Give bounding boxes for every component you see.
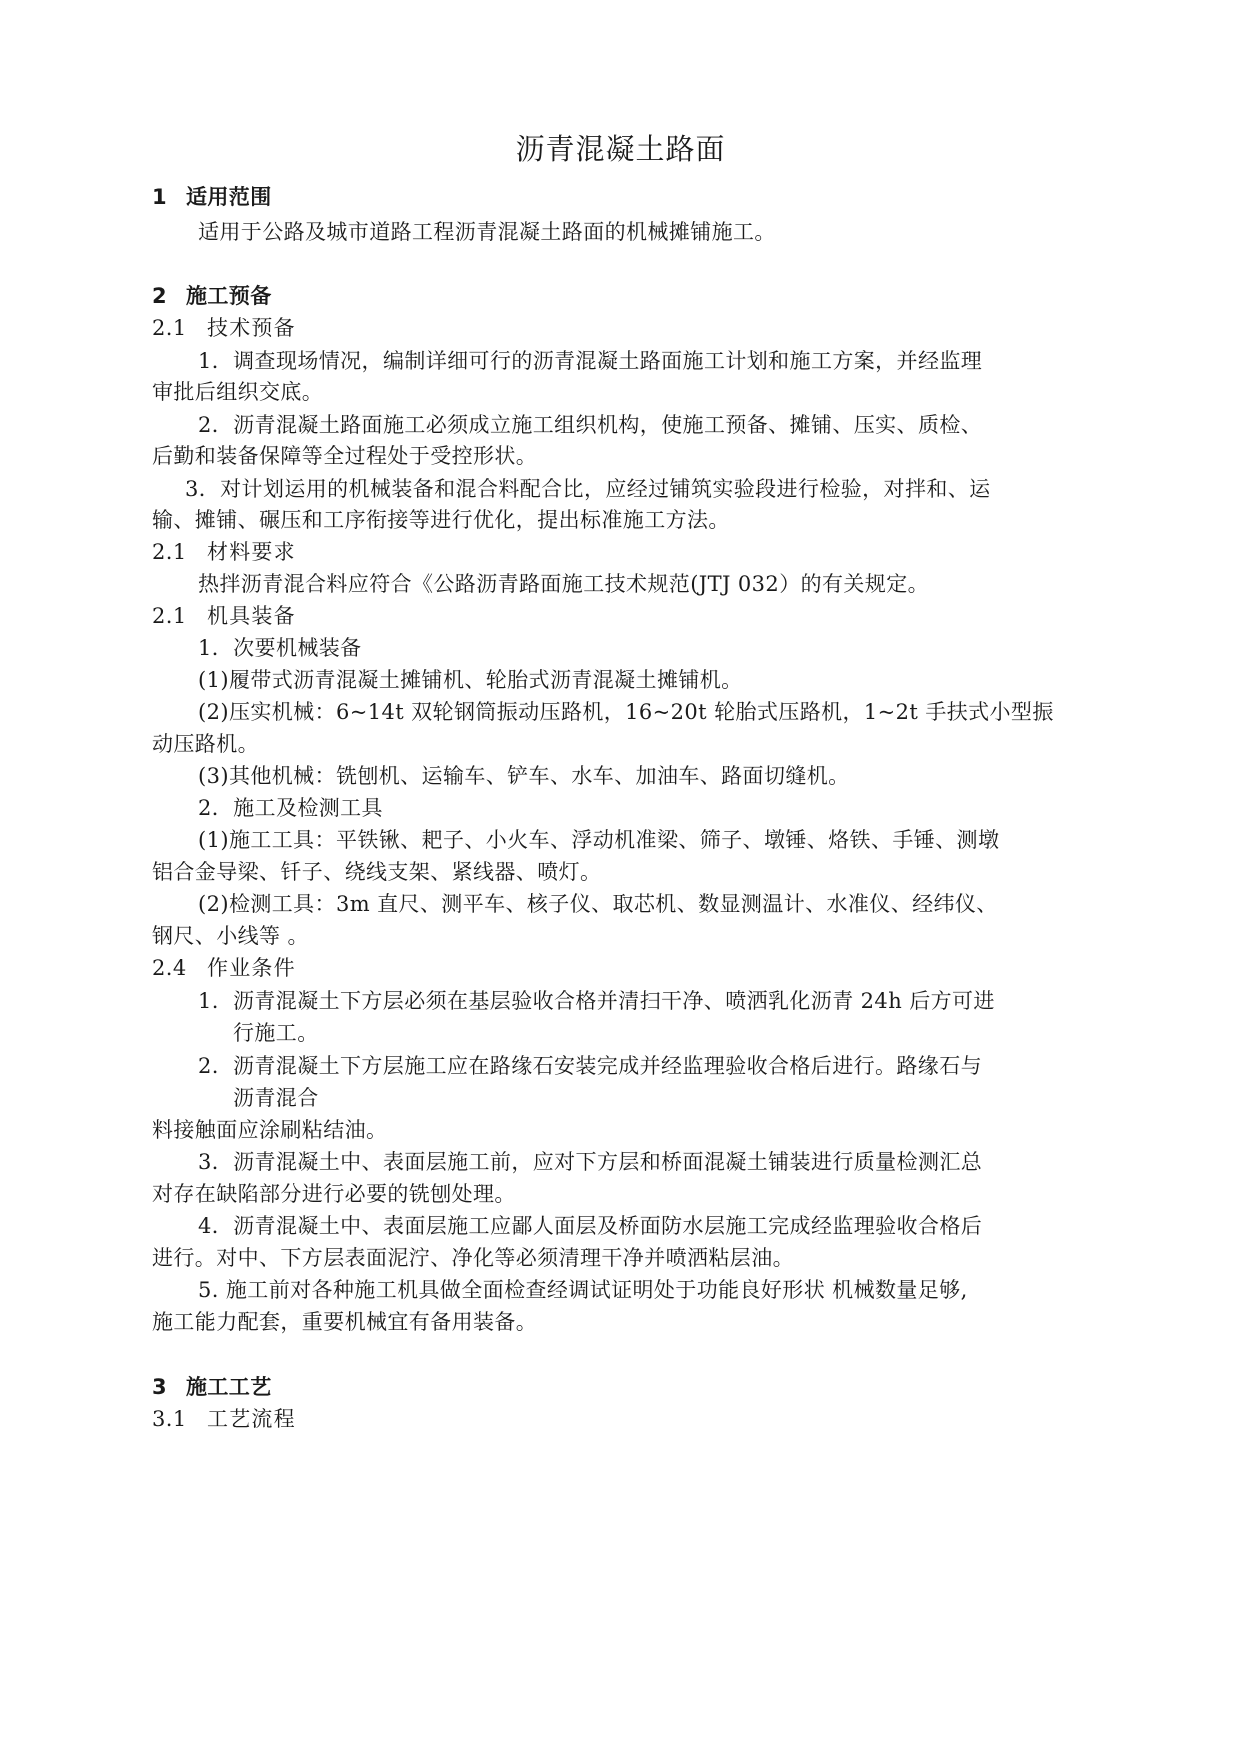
list-item-line: 沥青混合 xyxy=(233,1086,319,1110)
subsection-heading xyxy=(152,602,296,630)
section-2-heading xyxy=(152,282,272,310)
section-number: 1 xyxy=(152,185,168,209)
subsection-heading xyxy=(152,954,296,982)
section-number: 2 xyxy=(152,284,168,308)
list-item-line: 输、摊铺、碾压和工序衔接等进行优化，提出标准施工方法。 xyxy=(152,508,730,532)
list-item-line: 进行。对中、下方层表面泥泞、净化等必须清理干净并喷洒粘层油。 xyxy=(152,1246,794,1270)
list-item-line: (3)其他机械：铣刨机、运输车、铲车、水车、加油车、路面切缝机。 xyxy=(198,764,850,788)
section-1-heading xyxy=(152,183,272,211)
list-item-line: 3．沥青混凝土中、表面层施工前，应对下方层和桥面混凝土铺装进行质量检测汇总 xyxy=(198,1150,983,1174)
section-number: 3 xyxy=(152,1375,168,1399)
subsection-title: 材料要求 xyxy=(207,540,296,564)
list-item-number: 1. xyxy=(198,989,219,1013)
list-item-line: (1)施工工具：平铁锹、耙子、小火车、浮动机准梁、筛子、墩锤、烙铁、手锤、测墩 xyxy=(198,828,1000,852)
list-item-line: 沥青混凝土下方层施工应在路缘石安装完成并经监理验收合格后进行。路缘石与 xyxy=(233,1054,982,1078)
paragraph: 热拌沥青混合料应符合《公路沥青路面施工技术规范(JTJ 032）的有关规定。 xyxy=(198,572,929,596)
section-title: 施工预备 xyxy=(186,284,272,308)
subsection-number: 2.4 xyxy=(152,956,187,980)
list-item-line: 动压路机。 xyxy=(152,732,259,756)
list-item-line: 对存在缺陷部分进行必要的铣刨处理。 xyxy=(152,1182,516,1206)
list-item-line: 料接触面应涂刷粘结油。 xyxy=(152,1118,388,1142)
list-heading: 2．施工及检测工具 xyxy=(198,796,383,820)
list-item-line: 2．沥青混凝土路面施工必须成立施工组织机构，使施工预备、摊铺、压实、质检、 xyxy=(198,413,983,437)
subsection-title: 工艺流程 xyxy=(207,1407,296,1431)
subsection-heading xyxy=(152,314,296,342)
list-item-line: 铝合金导梁、钎子、绕线支架、紧线器、喷灯。 xyxy=(152,860,602,884)
list-item-number: 2. xyxy=(198,1054,219,1078)
subsection-number: 3.1 xyxy=(152,1407,187,1431)
list-heading: 1．次要机械装备 xyxy=(198,636,362,660)
list-item-line: 1．调查现场情况，编制详细可行的沥青混凝土路面施工计划和施工方案，并经监理 xyxy=(198,349,983,373)
subsection-title: 作业条件 xyxy=(207,956,296,980)
subsection-heading xyxy=(152,538,296,566)
list-item-line: (1)履带式沥青混凝土摊铺机、轮胎式沥青混凝土摊铺机。 xyxy=(198,668,743,692)
section-3-heading xyxy=(152,1373,272,1401)
list-item-line: 审批后组织交底。 xyxy=(152,380,324,404)
section-title: 施工工艺 xyxy=(186,1375,272,1399)
section-title: 适用范围 xyxy=(186,185,272,209)
subsection-title: 技术预备 xyxy=(207,316,296,340)
list-item-line: 行施工。 xyxy=(233,1021,319,1045)
list-item-line: (2)检测工具：3m 直尺、测平车、核子仪、取芯机、数显测温计、水准仪、经纬仪、 xyxy=(198,892,998,916)
subsection-number: 2.1 xyxy=(152,604,187,628)
subsection-heading xyxy=(152,1405,296,1433)
list-item-line: 后勤和装备保障等全过程处于受控形状。 xyxy=(152,444,538,468)
list-item-line: 3．对计划运用的机械装备和混合料配合比，应经过铺筑实验段进行检验，对拌和、运 xyxy=(185,477,991,501)
subsection-number: 2.1 xyxy=(152,316,187,340)
list-item-line: 5. 施工前对各种施工机具做全面检查经调试证明处于功能良好形状 机械数量足够, xyxy=(198,1278,968,1302)
list-item-line: 4．沥青混凝土中、表面层施工应鄙人面层及桥面防水层施工完成经监理验收合格后 xyxy=(198,1214,983,1238)
list-item-line: (2)压实机械：6~14t 双轮钢筒振动压路机，16~20t 轮胎式压路机，1~2t 手扶式小型振 xyxy=(198,700,1054,724)
list-item-line: 施工能力配套，重要机械宜有备用装备。 xyxy=(152,1310,538,1334)
subsection-title: 机具装备 xyxy=(207,604,296,628)
subsection-number: 2.1 xyxy=(152,540,187,564)
page-title: 沥青混凝土路面 xyxy=(515,132,726,166)
list-item-line: 沥青混凝土下方层必须在基层验收合格并清扫干净、喷洒乳化沥青 24h 后方可进 xyxy=(233,989,995,1013)
list-item-line: 钢尺、小线等 。 xyxy=(152,924,309,948)
paragraph: 适用于公路及城市道路工程沥青混凝土路面的机械摊铺施工。 xyxy=(198,220,776,244)
